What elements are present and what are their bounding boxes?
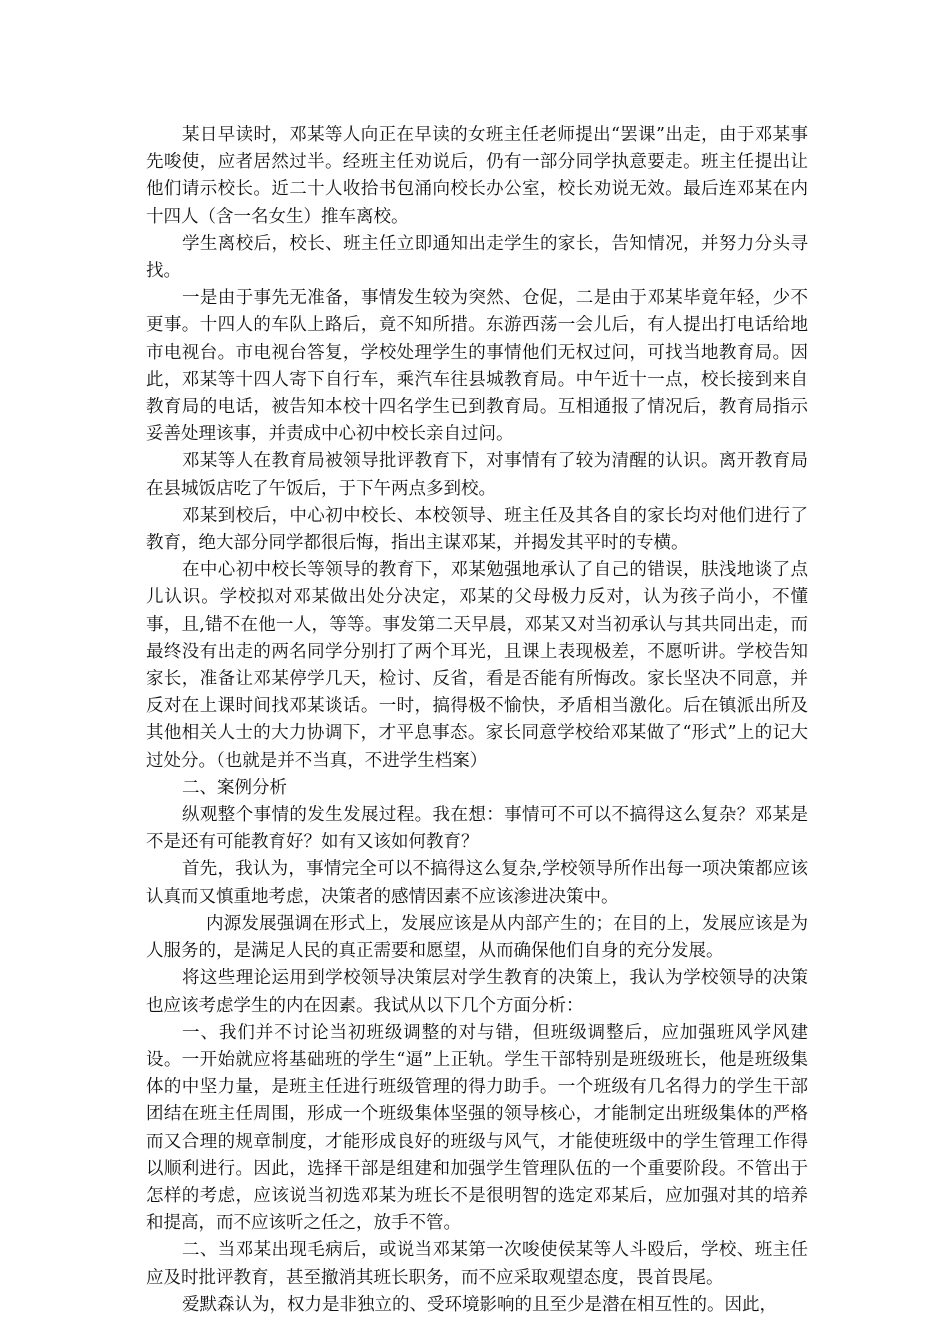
paragraph-reflection: 纵观整个事情的发生发展过程。我在想：事情可不可以不搞得这么复杂？邓某是不是还有可能教育好？如有又该如何教育？ [146, 805, 808, 853]
paragraph-search: 学生离校后，校长、班主任立即通知出走学生的家长，告知情况，并努力分头寻找。 [146, 233, 808, 282]
paragraph-reasons: 一是由于事先无准备，事情发生较为突然、仓促，二是由于邓某毕竟年轻，少不更事。十四人的车队上路后，竟不知所措。东游西荡一会儿后，有人提出打电话给地市电视台。市电视台答复，学校处理学生的事情他们无权过问，可找当地教育局。因此，邓某等十四人寄下自行车，乘汽车往县城教育局。中午近十一点，校长接到来自教育局的电话，被告知本校十四名学生已到教育局。互相通报了情况后，教育局指示妥善处理该事，并责成中心初中校长亲自过问。 [146, 288, 808, 445]
paragraph-punishment: 在中心初中校长等领导的教育下，邓某勉强地承认了自己的错误，肤浅地谈了点儿认识。学校拟对邓某做出处分决定，邓某的父母极力反对，认为孩子尚小，不懂事，且,错不在他一人，等等。事发第二天早晨，邓某又对当初承认与其共同出走，而最终没有出走的两名同学分别打了两个耳光，且课上表现极差，不愿听讲。学校告知家长，准备让邓某停学几天，检讨、反省，看是否能有所悔改。家长坚决不同意，并反对在上课时间找邓某谈话。一时，搞得极不愉快，矛盾相当激化。后在镇派出所及其他相关人士的大力协调下，才平息事态。家长同意学校给邓某做了“形式”上的记大过处分。（也就是并不当真，不进学生档案） [146, 560, 808, 771]
paragraph-analysis-two: 二、当邓某出现毛病后，或说当邓某第一次唆使侯某等人斗殴后，学校、班主任应及时批评教育，甚至撤消其班长职务，而不应采取观望态度，畏首畏尾。 [146, 1240, 808, 1288]
paragraph-analysis-one: 一、我们并不讨论当初班级调整的对与错，但班级调整后，应加强班风学风建设。一开始就应将基础班的学生“逼”上正轨。学生干部特别是班级班长，他是班级集体的中坚力量，是班主任进行班级管理的得力助手。一个班级有几名得力的学生干部团结在班主任周围，形成一个班级集体坚强的领导核心，才能制定出班级集体的严格而又合理的规章制度，才能形成良好的班级与风气，才能使班级中的学生管理工作得以顺利进行。因此，选择干部是组建和加强学生管理队伍的一个重要阶段。不管出于怎样的考虑，应该说当初选邓某为班长不是很明智的选定邓某后，应加强对其的培养和提高，而不应该听之任之，放手不管。 [146, 1022, 808, 1234]
document-body [146, 122, 808, 1319]
paragraph-endogenous-development: 内源发展强调在形式上，发展应该是从内部产生的；在目的上，发展应该是为人服务的，是满足人民的真正需要和愿望，从而确保他们自身的充分发展。 [146, 913, 808, 962]
paragraph-first-point: 首先，我认为，事情完全可以不搞得这么复杂,学校领导所作出每一项决策都应该认真而又慎重地考虑，决策者的感情因素不应该渗进决策中。 [146, 859, 808, 907]
paragraph-theory-application: 将这些理论运用到学校领导决策层对学生教育的决策上，我认为学校领导的决策也应该考虑学生的内在因素。我试从以下几个方面分析： [146, 968, 808, 1016]
section-heading-case-analysis: 二、案例分析 [182, 777, 287, 798]
paragraph-return: 邓某到校后，中心初中校长、本校领导、班主任及其各自的家长均对他们进行了教育，绝大部分同学都很后悔，指出主谋邓某，并揭发其平时的专横。 [146, 505, 808, 554]
paragraph-walkout: 某日早读时，邓某等人向正在早读的女班主任老师提出“罢课”出走，由于邓某事先唆使，应者居然过半。经班主任劝说后，仍有一部分同学执意要走。班主任提出让他们请示校长。近二十人收拾书包涌向校长办公室，校长劝说无效。最后连邓某在内十四人（含一名女生）推车离校。 [146, 125, 808, 227]
paragraph-emerson: 爱默森认为，权力是非独立的、受环境影响的且至少是潜在相互性的。因此， [182, 1294, 777, 1315]
paragraph-education-bureau: 邓某等人在教育局被领导批评教育下，对事情有了较为清醒的认识。离开教育局在县城饭店吃了午饭后，于下午两点多到校。 [146, 451, 808, 499]
